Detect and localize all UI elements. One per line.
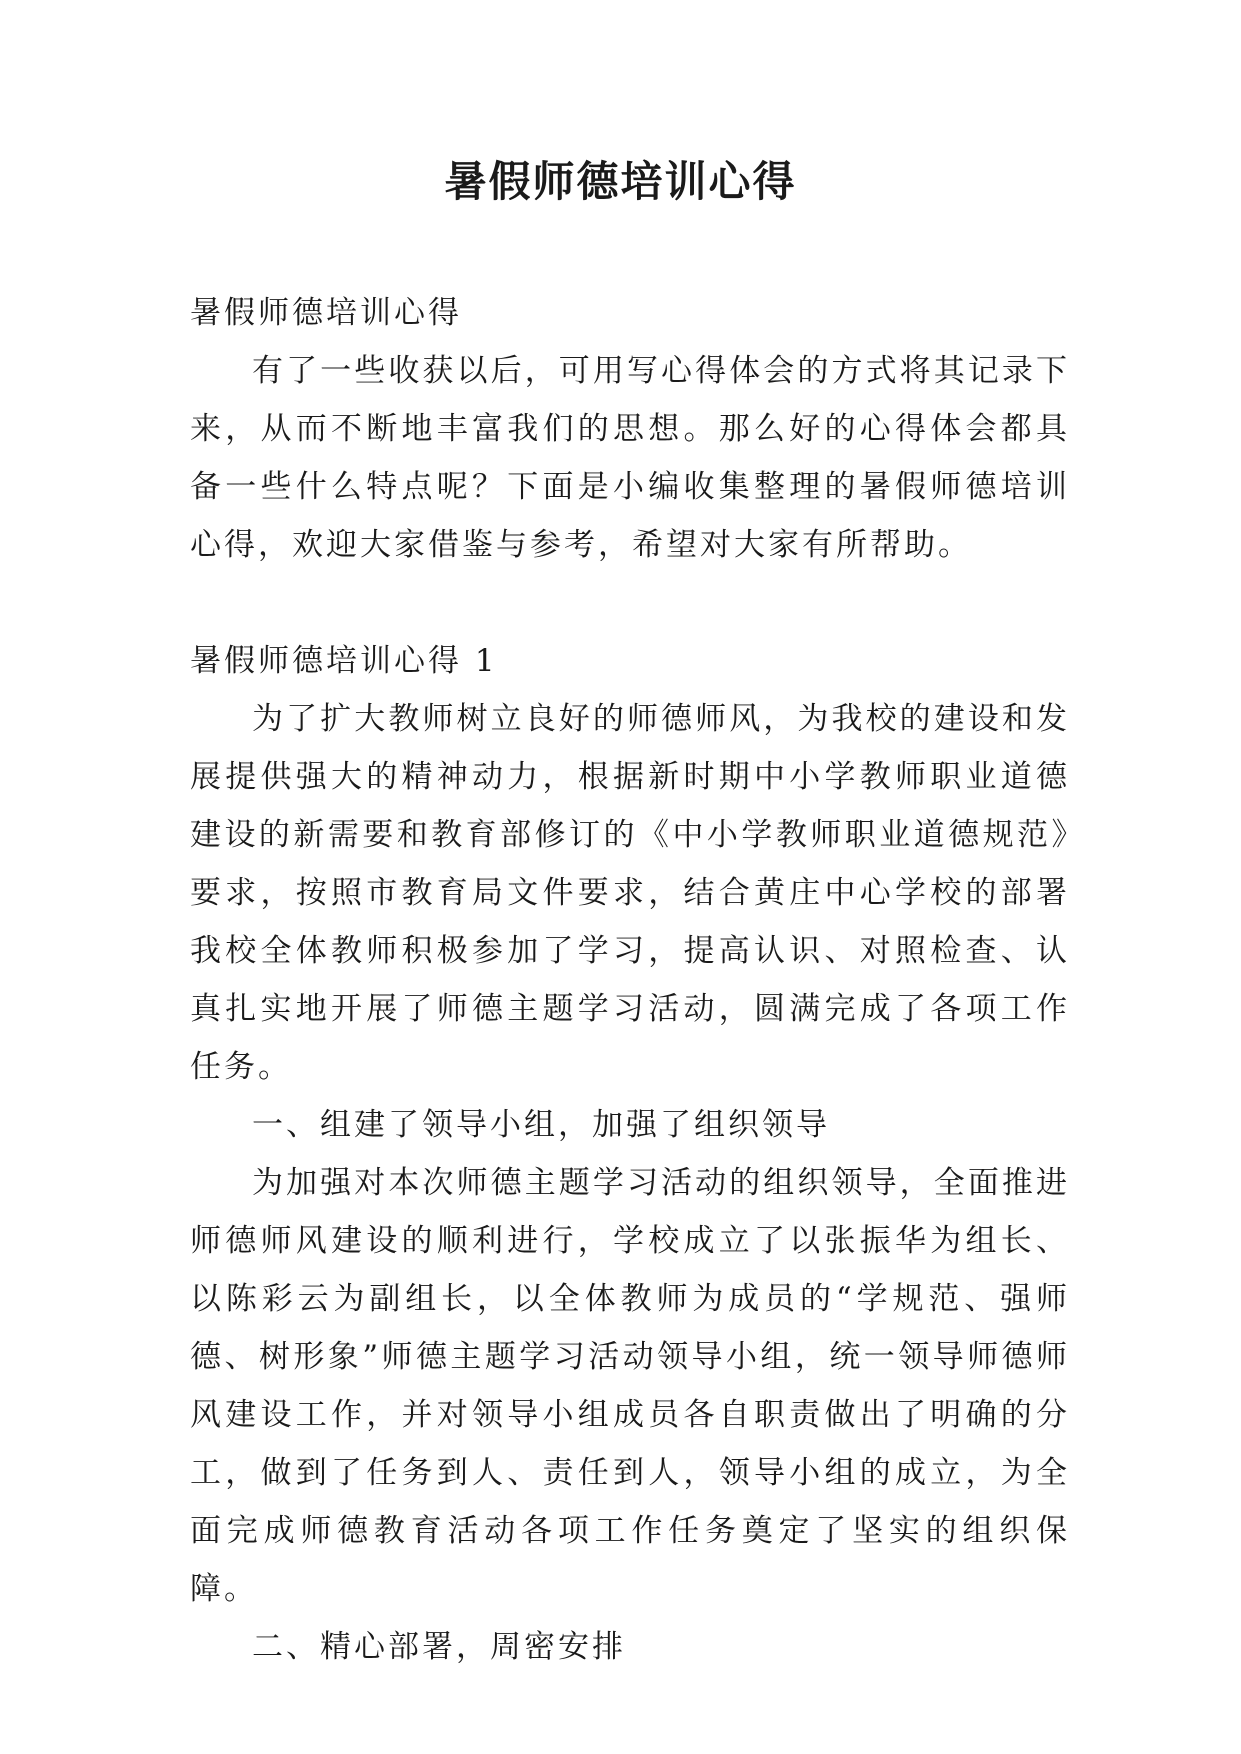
document-body	[190, 284, 1070, 1676]
point-heading: 一、组建了领导小组，加强了组织领导	[252, 1107, 830, 1143]
point-paragraph: 为加强对本次师德主题学习活动的组织领导，全面推进师德师风建设的顺利进行，学校成立了以张振华为组长、以陈彩云为副组长，以全体教师为成员的“学规范、强师德、树形象”师德主题学习活动领导小组，统一领导师德师风建设工作，并对领导小组成员各自职责做出了明确的分工，做到了任务到人、责任到人，领导小组的成立，为全面完成师德教育活动各项工作任务奠定了坚实的组织保障。	[190, 1165, 1070, 1607]
intro-paragraph: 有了一些收获以后，可用写心得体会的方式将其记录下来，从而不断地丰富我们的思想。那么好的心得体会都具备一些什么特点呢？下面是小编收集整理的暑假师德培训心得，欢迎大家借鉴与参考，希望对大家有所帮助。	[190, 353, 1070, 563]
document-title: 暑假师德培训心得	[444, 157, 797, 206]
section-heading: 暑假师德培训心得 1	[190, 643, 498, 679]
subtitle-paragraph: 暑假师德培训心得	[190, 295, 462, 331]
section-paragraph: 为了扩大教师树立良好的师德师风，为我校的建设和发展提供强大的精神动力，根据新时期中小学教师职业道德建设的新需要和教育部修订的《中小学教师职业道德规范》要求，按照市教育局文件要求，结合黄庄中心学校的部署我校全体教师积极参加了学习，提高认识、对照检查、认真扎实地开展了师德主题学习活动，圆满完成了各项工作任务。	[190, 701, 1070, 1085]
point-heading: 二、精心部署，周密安排	[252, 1629, 626, 1665]
